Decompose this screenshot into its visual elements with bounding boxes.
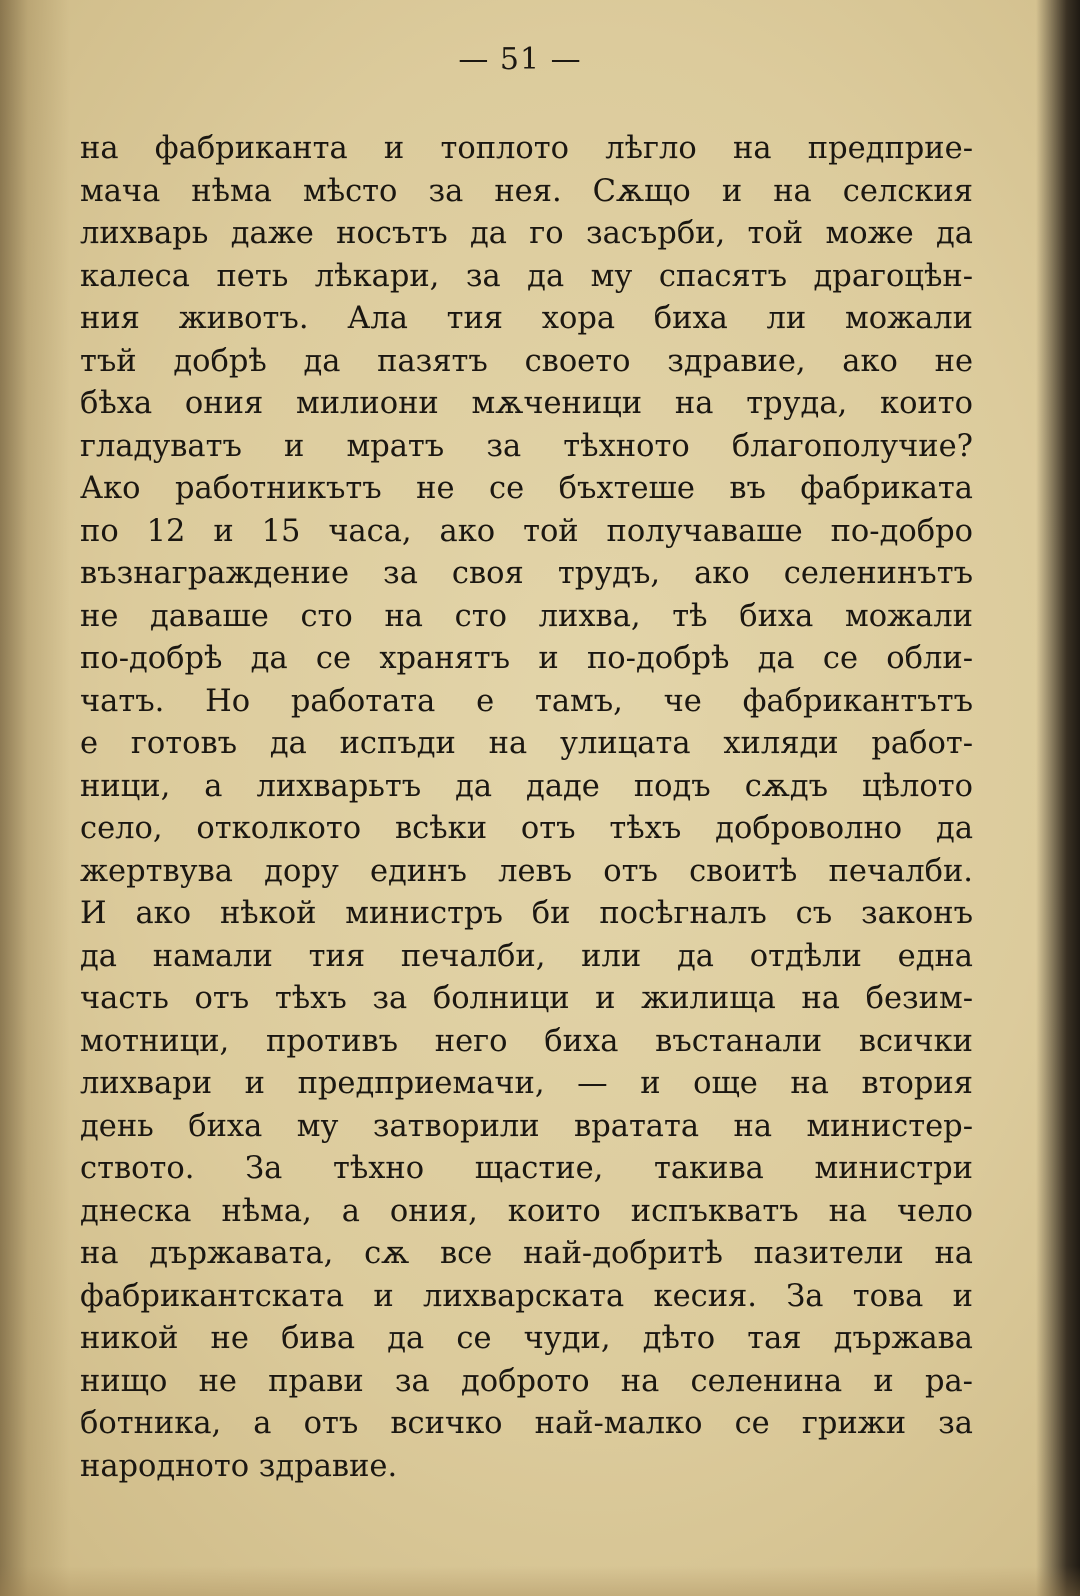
text-line: мотници, противъ него биха въстанали всички: [80, 1023, 973, 1059]
text-line: часть отъ тѣхъ за болници и жилища на безим-: [80, 981, 973, 1016]
page-number: — 51 —: [458, 42, 582, 77]
text-line: на фабриканта и топлото лѣгло на предприе-: [80, 131, 973, 166]
text-line: да намали тия печалби, или да отдѣли една: [80, 938, 973, 974]
text-line: ния животъ. Ала тия хора биха ли можали: [80, 301, 973, 336]
text-line: калеса петь лѣкари, за да му спасятъ драгоцѣн-: [80, 258, 973, 294]
text-line: днеска нѣма, а ония, които испъкватъ на чело: [80, 1193, 973, 1229]
text-line: мача нѣма мѣсто за нея. Сѫщо и на селския: [80, 173, 973, 209]
text-line: день биха му затворили вратата на министер-: [80, 1108, 973, 1144]
text-line: по-добрѣ да се хранятъ и по-добрѣ да се обли-: [80, 641, 973, 676]
text-line: ници, а лихварьтъ да даде подъ сѫдъ цѣлото: [80, 768, 973, 804]
text-line: е готовъ да испъди на улицата хиляди работ-: [80, 726, 973, 761]
text-line: И ако нѣкой министръ би посѣгналъ съ законъ: [80, 896, 973, 931]
text-line: не даваше сто на сто лихва, тѣ биха можали: [80, 598, 973, 634]
text-line: лихвари и предприемачи, — и още на втория: [80, 1066, 973, 1101]
text-line: фабрикантската и лихварската кесия. За това и: [80, 1278, 973, 1314]
body-text: [80, 128, 973, 1488]
text-line: бѣха ония милиони мѫченици на труда, които: [80, 386, 973, 421]
text-line: Ако работникътъ не се бъхтеше въ фабриката: [80, 471, 973, 506]
binding-shadow: [0, 0, 70, 1596]
text-line: гладуватъ и мратъ за тѣхното благополучие?: [80, 428, 973, 464]
text-line: лихварь даже носътъ да го засърби, той може да: [80, 216, 973, 251]
text-line: народното здравие.: [80, 1448, 398, 1484]
text-line: възнаграждение за своя трудъ, ако селенинътъ: [80, 556, 973, 591]
text-line: село, отколкото всѣки отъ тѣхъ доброволно да: [80, 811, 973, 846]
page-edge: [1036, 0, 1080, 1596]
text-line: тъй добрѣ да пазятъ своето здравие, ако не: [80, 343, 973, 379]
text-line: по 12 и 15 часа, ако той получаваше по-добро: [80, 513, 973, 549]
text-line: чатъ. Но работата е тамъ, че фабрикантътъ: [80, 683, 973, 719]
text-line: ботника, а отъ всичко най-малко се грижи за: [80, 1406, 973, 1441]
text-line: жертвува дору единъ левъ отъ своитѣ печалби.: [80, 853, 973, 889]
page-bottom-edge: [0, 1566, 1080, 1596]
text-line: никой не бива да се чуди, дѣто тая държава: [80, 1321, 973, 1356]
text-line: на държавата, сѫ все най-добритѣ пазители на: [80, 1236, 973, 1271]
text-line: ството. За тѣхно щастие, такива министри: [80, 1151, 973, 1186]
text-line: нищо не прави за доброто на селенина и ра-: [80, 1363, 973, 1399]
